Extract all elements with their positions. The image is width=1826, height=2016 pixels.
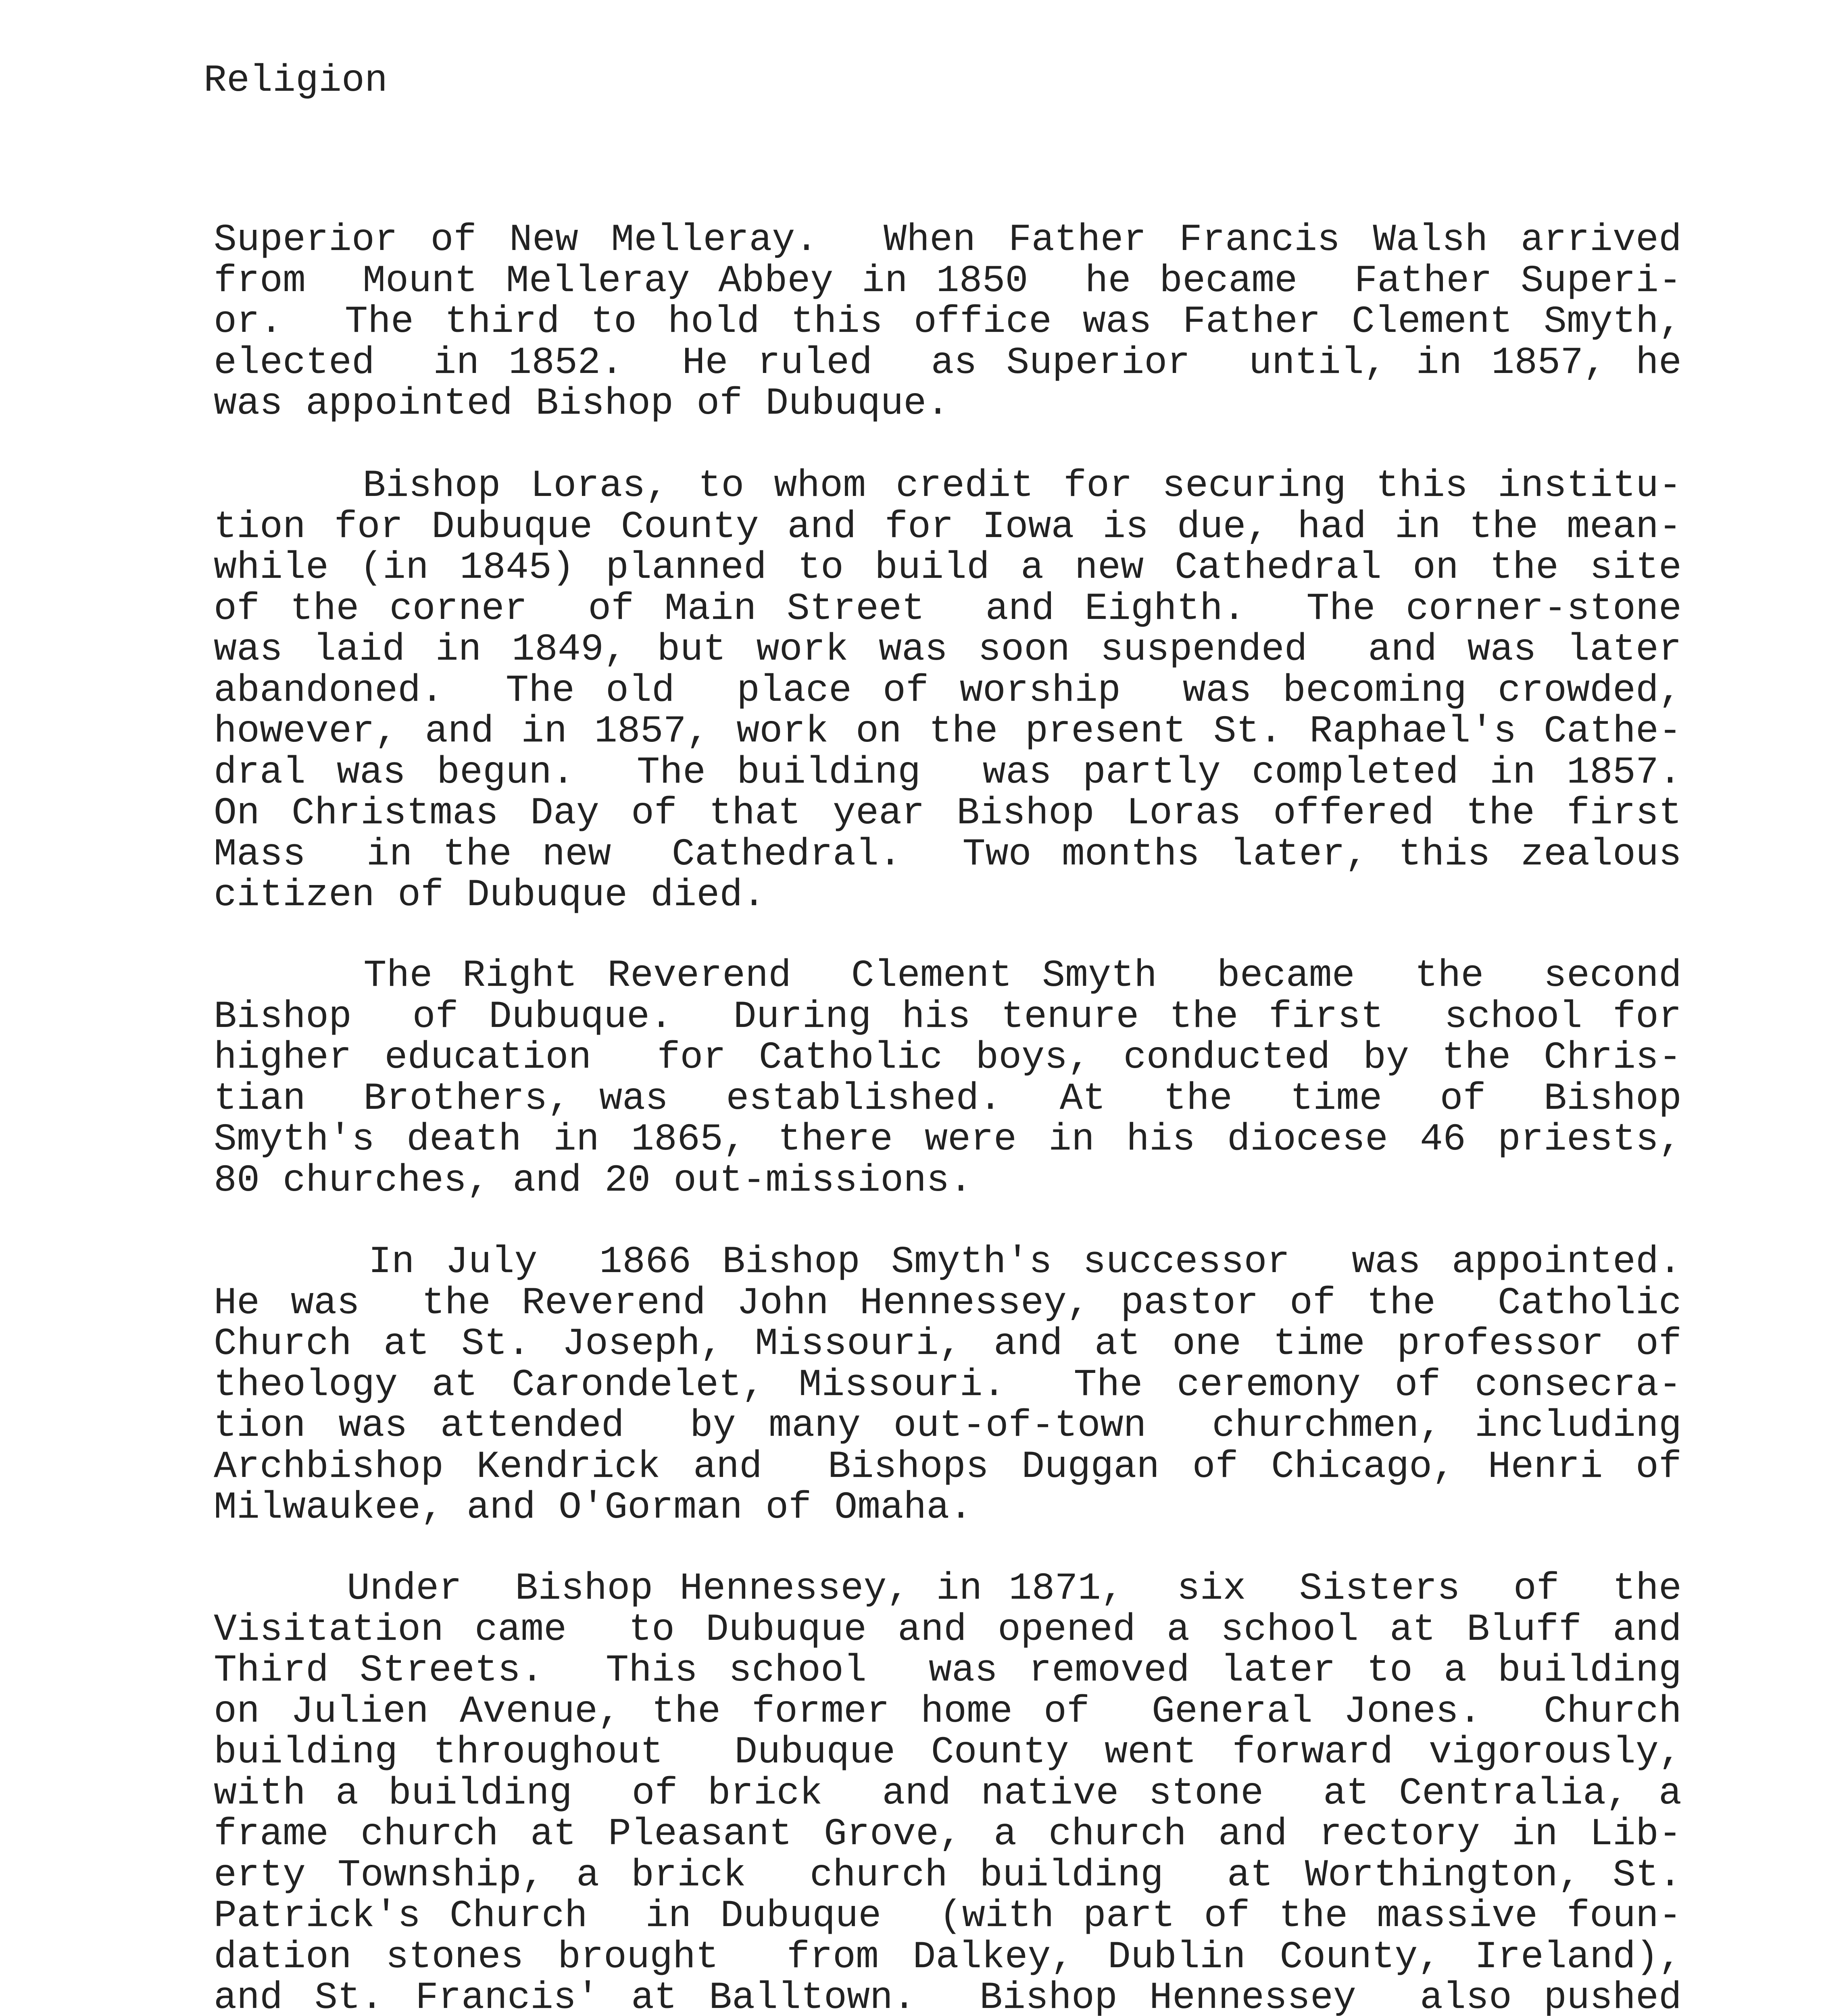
text-line: abandoned. The old place of worship was becoming crowded, xyxy=(214,669,1682,712)
text-line: Smyth's death in 1865, there were in his diocese 46 priests, xyxy=(214,1118,1682,1161)
running-header: Religion xyxy=(204,59,388,102)
text-line: Mass in the new Cathedral. Two months later, this zealous xyxy=(214,832,1682,876)
text-line: On Christmas Day of that year Bishop Loras offered the first xyxy=(214,791,1682,835)
text-line: from Mount Melleray Abbey in 1850 he became Father Superi- xyxy=(214,259,1682,303)
paragraph xyxy=(214,956,1682,1201)
text-line: Visitation came to Dubuque and opened a school at Bluff and xyxy=(214,1608,1682,1652)
text-line: The Right Reverend Clement Smyth became the second xyxy=(214,954,1682,998)
text-line: erty Township, a brick church building at Worthington, St. xyxy=(214,1853,1682,1897)
text-line: and St. Francis' at Balltown. Bishop Hennessey also pushed xyxy=(214,1976,1682,2016)
paragraph xyxy=(214,1568,1682,2016)
text-line: with a building of brick and native stone at Centralia, a xyxy=(214,1771,1682,1815)
text-line: Third Streets. This school was removed later to a building xyxy=(214,1649,1682,1692)
text-line: dation stones brought from Dalkey, Dublin County, Ireland), xyxy=(214,1935,1682,1979)
text-line: In July 1866 Bishop Smyth's successor was appointed. xyxy=(214,1240,1682,1284)
text-line: Superior of New Melleray. When Father Francis Walsh arrived xyxy=(214,218,1682,262)
paragraph xyxy=(214,1242,1682,1529)
text-line: higher education for Catholic boys, conducted by the Chris- xyxy=(214,1036,1682,1079)
text-line: building throughout Dubuque County went forward vigorously, xyxy=(214,1731,1682,1774)
text-line: He was the Reverend John Hennessey, pastor of the Catholic xyxy=(214,1281,1682,1325)
text-line: frame church at Pleasant Grove, a church and rectory in Lib- xyxy=(214,1812,1682,1856)
text-line: 80 churches, and 20 out-missions. xyxy=(214,1158,973,1202)
paragraph xyxy=(214,466,1682,916)
text-line: Church at St. Joseph, Missouri, and at one time professor of xyxy=(214,1322,1682,1366)
text-line: dral was begun. The building was partly completed in 1857. xyxy=(214,750,1682,794)
text-line: was laid in 1849, but work was soon suspended and was later xyxy=(214,628,1682,671)
text-line: tian Brothers, was established. At the time of Bishop xyxy=(214,1077,1682,1120)
text-line: on Julien Avenue, the former home of General Jones. Church xyxy=(214,1689,1682,1733)
text-line: Milwaukee, and O'Gorman of Omaha. xyxy=(214,1486,973,1529)
text-line: Bishop of Dubuque. During his tenure the first school for xyxy=(214,995,1682,1039)
text-line: Under Bishop Hennessey, in 1871, six Sisters of the xyxy=(214,1567,1682,1610)
text-line: Archbishop Kendrick and Bishops Duggan of Chicago, Henri of xyxy=(214,1445,1682,1489)
paragraph xyxy=(214,220,1682,425)
text-line: Bishop Loras, to whom credit for securing this institu- xyxy=(214,464,1682,508)
text-line: tion for Dubuque County and for Iowa is due, had in the mean- xyxy=(214,505,1682,549)
text-line: citizen of Dubuque died. xyxy=(214,873,766,917)
text-line: was appointed Bishop of Dubuque. xyxy=(214,382,950,425)
text-line: Patrick's Church in Dubuque (with part of the massive foun- xyxy=(214,1894,1682,1938)
text-line: elected in 1852. He ruled as Superior until, in 1857, he xyxy=(214,341,1682,385)
text-line: however, and in 1857, work on the present St. Raphael's Cathe- xyxy=(214,710,1682,753)
text-line: of the corner of Main Street and Eighth. The corner-stone xyxy=(214,587,1682,631)
text-line: or. The third to hold this office was Father Clement Smyth, xyxy=(214,300,1682,344)
text-line: theology at Carondelet, Missouri. The ceremony of consecra- xyxy=(214,1363,1682,1407)
text-line: while (in 1845) planned to build a new Cathedral on the site xyxy=(214,546,1682,589)
text-line: tion was attended by many out-of-town churchmen, including xyxy=(214,1404,1682,1447)
